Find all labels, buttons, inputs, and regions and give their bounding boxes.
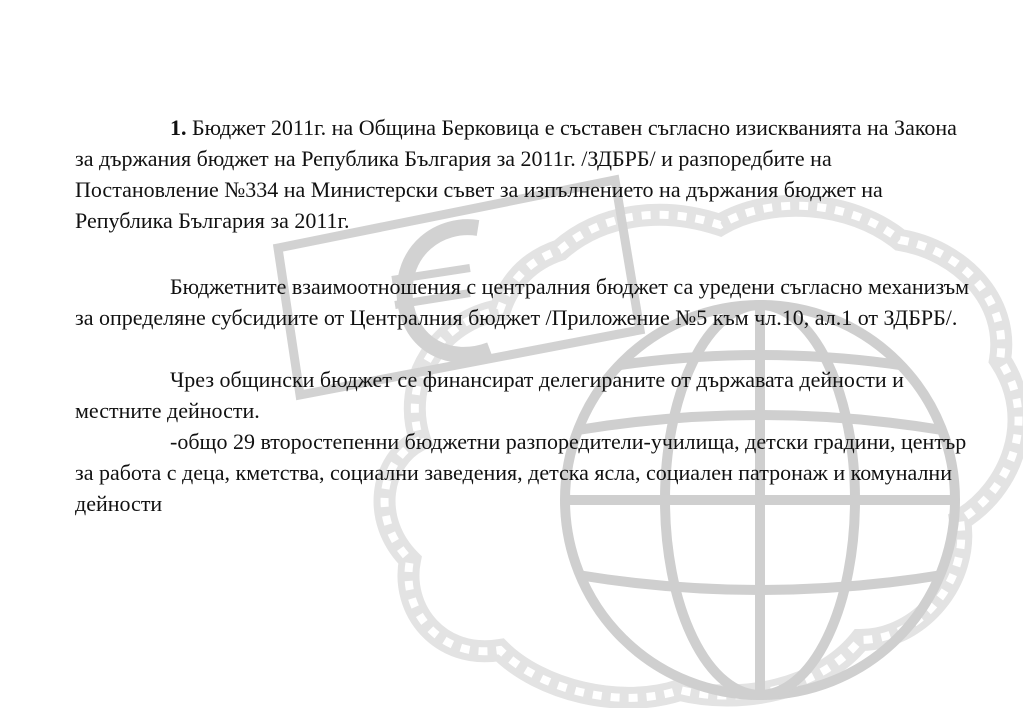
paragraph-financing: Чрез общински бюджет се финансират делегираните от държавата дейности и местните дейности. [75, 367, 904, 423]
paragraph-text: Бюджет 2011г. на Община Берковица е съставен съгласно изискванията на Закона за държания бюджет на Република България за 2011г. /ЗДБРБ/ и разпоредбите на Постановление №334 на Министерски съвет за изпълнението на държания бюджет на Република България за 2011г. [75, 115, 957, 233]
paragraph-secondary-administrators: -общо 29 второстепенни бюджетни разпоредители-училища, детски градини, център за работа с деца, кметства, социални заведения, детска ясла, социален патронаж и комунални дейности [75, 429, 967, 516]
paragraph-number: 1. [170, 115, 187, 140]
paragraph-budget-relations: Бюджетните взаимоотношения с централния бюджет са уредени съгласно механизъм за определяне субсидиите от Централния бюджет /Приложение №5 към чл.10, ал.1 от ЗДБРБ/. [75, 274, 970, 330]
document-body [75, 112, 975, 519]
paragraph-budget-2011 [75, 112, 975, 236]
